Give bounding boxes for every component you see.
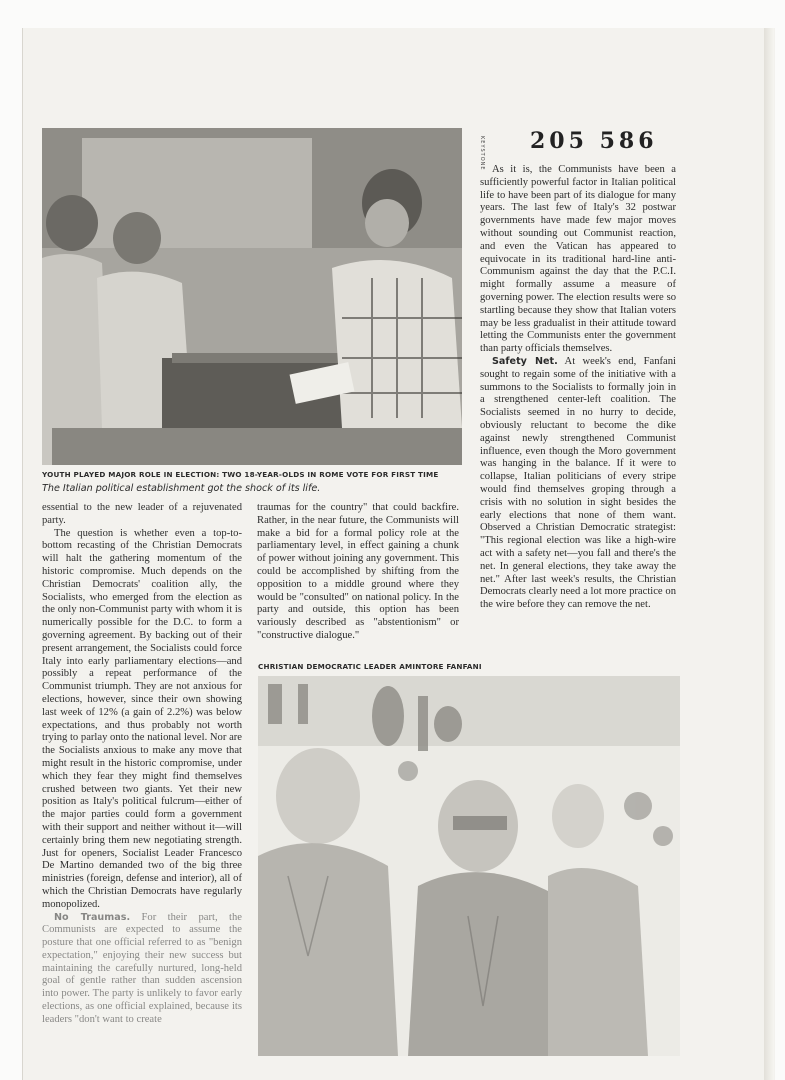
col3-paragraph-1: As it is, the Communists have been a sufficiently powerful factor in Italian political life to have been part of its dialogue for many years. The last few of Italy's 32 postwar governments have made few major moves without sounding out Communist reaction, and even the Vatican has appeared to equivocate in its traditional hard-line anti-Communism against the day that the P.C.I. might formally assume a measure of governing power. The election results were so startling because they show that Italian voters may be less gradualist in their attitude toward letting the Communists enter the government than party officials themselves.	[480, 164, 676, 355]
col3-paragraph-2-text: At week's end, Fanfani sought to regain some of the initiative with a summons to the Socialists to formally join in a strengthened center-left coalition. The Socialists seemed in no hurry to decide, obviously reluctant to become the dike against newly strengthened Communist influence, even though the Moro government was hanging in the balance. If it were to collapse, Italian politicians of every stripe would find themselves groping through a crisis with no solution in sight besides the early elections that none of them want. Observed a Christian Democratic strategist: "This regional election was like a high-wire act with a safety net—you fall and there's the net. In general elections, they take away the net." After last week's results, the Christian Democrats clearly need a lot more practice on the wire before they can remove the net.	[480, 355, 676, 611]
col1-paragraph-1: essential to the new leader of a rejuvenated party.	[42, 502, 242, 526]
col1-paragraph-2: The question is whether even a top-to-bottom recasting of the Christian Democrats will halt the gathering momentum of the historic compromise. Much depends on the Christian Democrats' coalition ally, the Socialists, who emerged from the election as the only non-Communist party with whom it is numerically possible for the D.C. to form a governing agreement. By backing out of their present arrangement, the Socialists could force Italy into early parliamentary elections—and possibly a repeat performance of the Communist triumph. They are not anxious for elections, however, since their own showing last week of 12% (a gain of 2.2%) was below expectations, and thus probably not worth trying to parlay onto the national level. Nor are the Socialists anxious to make any move that might result in the historic compromise, under which they fear they might find themselves crushed between two giants. Yet their new position as Italy's political fulcrum—either of the major parties could form a government with their support and neither without it—will certainly bring them new negotiating strength. Just for openers, Socialist Leader Francesco De Martino demanded two of the big three ministries (foreign, defense and interior), all of which the Christian Democrats have regularly monopolized.	[42, 527, 242, 910]
bottom-photo-caption: CHRISTIAN DEMOCRATIC LEADER AMINTORE FANFANI	[258, 662, 482, 671]
col1-paragraph-3-text: For their part, the Communists are expected to assume the posture that one official referred to as "benign expectation," enjoying their new success but maintaining the carefully nurtured, long-held goal of gentle rather than sudden ascension into power. The party is unlikely to favor early elections, as one official explained, because its leaders "don't want to create	[42, 911, 242, 1025]
page-edge	[764, 28, 774, 1080]
top-photo-subcaption: The Italian political establishment got the shock of its life.	[42, 483, 321, 494]
article-column-1	[42, 502, 242, 1027]
col1-paragraph-3	[42, 912, 242, 1027]
youth-voting-photo	[42, 128, 462, 465]
photo-credit: KEYSTONE	[479, 136, 485, 171]
article-column-3	[480, 164, 676, 612]
safety-net-subhead: Safety Net.	[492, 355, 558, 367]
top-photo-caption: YOUTH PLAYED MAJOR ROLE IN ELECTION: TWO 18-YEAR-OLDS IN ROME VOTE FOR FIRST TIME	[42, 470, 439, 479]
no-traumas-subhead: No Traumas.	[54, 911, 131, 923]
youth-voting-photo-image	[42, 128, 462, 465]
fanfani-photo	[258, 676, 680, 1056]
col2-paragraph-1: traumas for the country" that could backfire. Rather, in the near future, the Communists will make a bid for a formal policy role at the parliamentary level, in effect gaining a chunk of power without joining any government. This could be accomplished by shifting from the opposition to a middle ground where they would be "consulted" on national policy. In the party and outside, this option has been variously described as "abstentionism" or "constructive dialogue."	[257, 502, 459, 641]
col3-paragraph-2	[480, 356, 676, 612]
fanfani-photo-image	[258, 676, 680, 1056]
article-column-2	[257, 502, 459, 643]
page-stamp-number: 205 586	[530, 128, 658, 154]
